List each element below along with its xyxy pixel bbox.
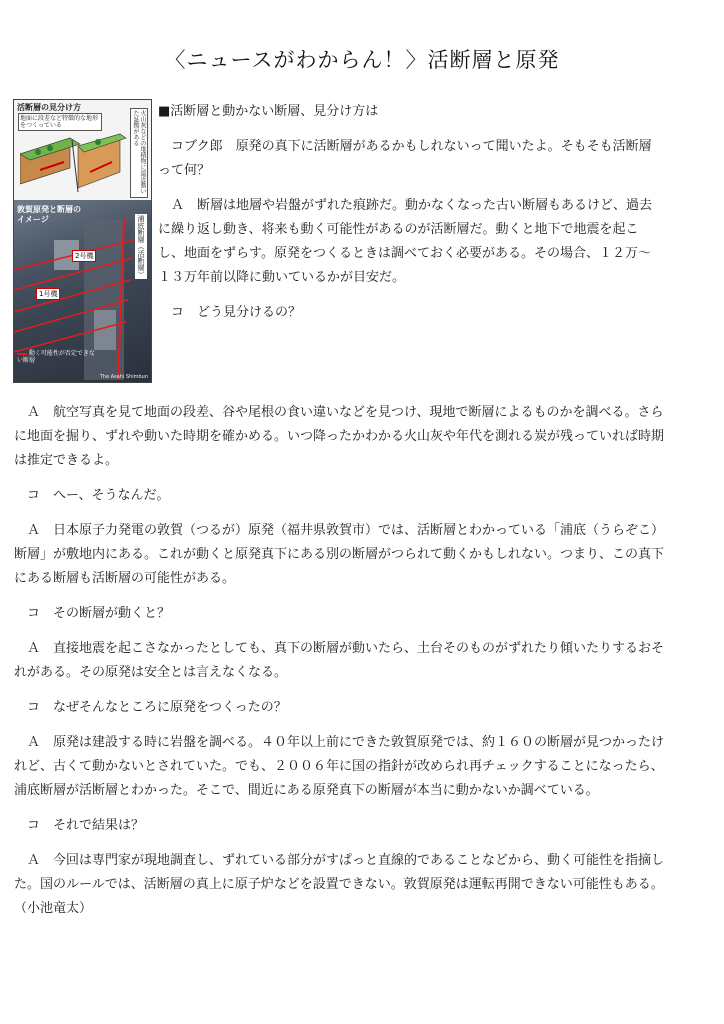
paragraph: コ その断層が動くと？ — [14, 606, 171, 621]
paragraph: コ それで結果は？ — [14, 818, 145, 833]
aerial-photo — [14, 200, 151, 382]
unit-1-label: 1号機 — [36, 288, 60, 300]
diagram-note: 火山灰などの堆積物に最近動いた証拠がある — [130, 108, 148, 198]
legend — [17, 350, 97, 364]
fault-diagram — [14, 100, 151, 200]
fault-illustration — [13, 99, 152, 383]
paragraph: コブク郎 原発の真下に活断層があるかもしれないって聞いたよ。そもそも活断層って何？ — [158, 139, 652, 178]
photo-title: 敦賀原発と断層のイメージ — [17, 205, 81, 224]
legend-swatch — [17, 353, 27, 355]
intro-section — [158, 100, 658, 325]
fault-block-drawing — [20, 132, 128, 198]
section-heading: ■活断層と動かない断層、見分け方は — [158, 104, 379, 119]
urazoko-fault-label: 浦底断層（活断層） — [137, 215, 145, 278]
legend-text: 動く可能性が否定できない断層 — [17, 350, 95, 364]
diagram-title: 活断層の見分け方 — [17, 103, 81, 112]
paragraph: コ なぜそんなところに原発をつくったの？ — [14, 700, 287, 715]
paragraph: Ａ 直接地震を起こさなかったとしても、真下の断層が動いたら、土台そのものがずれたり傾いたりするおそれがある。その原発は安全とは言えなくなる。 — [14, 641, 665, 680]
article-title: 〈ニュースがわからん！〉活断層と原発 — [164, 48, 560, 72]
paragraph: コ どう見分けるの？ — [158, 305, 302, 320]
paragraph: Ａ 原発は建設する時に岩盤を調べる。４０年以上前にできた敦賀原発では、約１６０の断層が見つかったけれど、古くて動かないとされていた。でも、２００６年に国の指針が改められ再チェックすることになったら、浦底断層が活断層とわかった。そこで、間近にある原発真下の断層が本当に動かないか調べている。 — [14, 735, 665, 798]
diagram-caption: 地面に段差など特徴的な地形をつくっている — [18, 113, 102, 131]
photo-credit: The Asahi Shimbun — [99, 374, 148, 380]
paragraph: Ａ 航空写真を見て地面の段差、谷や尾根の食い違いなどを見つけ、現地で断層によるものかを調べる。さらに地面を掘り、ずれや動いた時期を確かめる。いつ降ったかわかる火山灰や年代を測れる炭が残っていれば時期は推定できるよ。 — [14, 405, 665, 468]
paragraph: Ａ 断層は地層や岩盤がずれた痕跡だ。動かなくなった古い断層もあるけど、過去に繰り返し動き、将来も動く可能性があるのが活断層だ。動くと地下で地震を起こし、地面をずらす。原発をつくるときは調べておく必要がある。その場合、１２万～１３万年前以降に動いているかが目安だ。 — [158, 198, 653, 285]
paragraph: Ａ 今回は専門家が現地調査し、ずれている部分がすぱっと直線的であることなどから、動く可能性を指摘した。国のルールでは、活断層の真上に原子炉などを設置できない。敦賀原発は運転再開できない可能性もある。（小池竜太） — [14, 853, 665, 916]
paragraph: コ へー、そうなんだ。 — [14, 488, 170, 503]
article-body — [14, 401, 671, 921]
paragraph: Ａ 日本原子力発電の敦賀（つるが）原発（福井県敦賀市）では、活断層とわかっている「浦底（うらぞこ）断層」が敷地内にある。これが動くと原発真下にある別の断層がつられて動くかもしれない。つまり、この真下にある断層も活断層の可能性がある。 — [14, 523, 665, 586]
unit-2-label: 2号機 — [72, 250, 96, 262]
